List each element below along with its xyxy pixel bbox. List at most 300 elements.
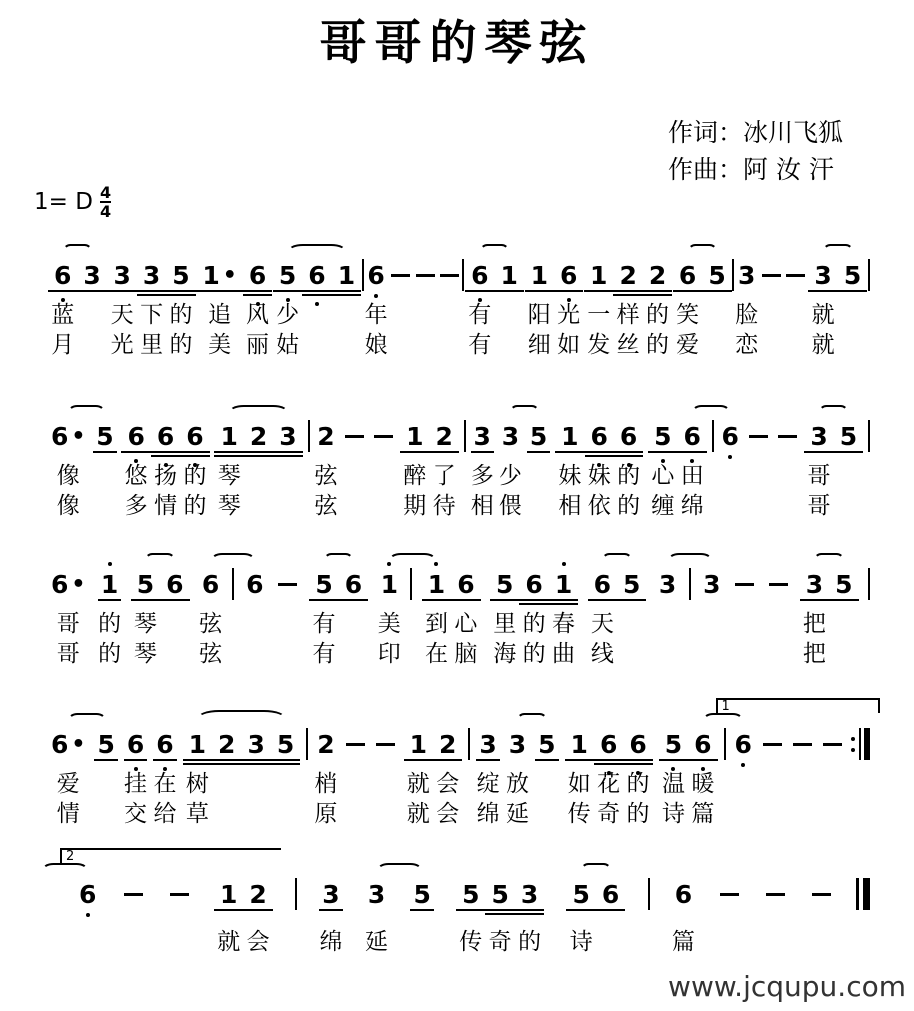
dash-line <box>812 893 831 896</box>
beam-line <box>490 599 519 601</box>
lyric-syllable: 篇 <box>671 929 695 955</box>
note <box>98 570 121 598</box>
note <box>700 570 723 598</box>
beam-line <box>565 759 594 761</box>
lyric-syllable: 像 <box>56 493 80 519</box>
low-octave-dot <box>86 913 90 917</box>
note <box>180 422 209 450</box>
lyric-syllable: 就 <box>811 302 835 328</box>
dash-line <box>440 274 459 277</box>
beam-group <box>800 570 859 598</box>
note <box>648 422 677 450</box>
note-digit: 3 <box>658 569 677 599</box>
beam-group <box>659 730 718 758</box>
note-digit: 3 <box>322 879 340 909</box>
dash-line <box>766 893 785 896</box>
note-digit: 6 <box>734 729 752 759</box>
lyric-syllable: 琴 <box>133 611 157 637</box>
note <box>430 422 459 450</box>
slur-tie <box>703 713 743 727</box>
beam-line <box>212 759 241 761</box>
note-digit: 5 <box>413 879 431 909</box>
lyrics-row <box>48 765 870 795</box>
note-digit: 6 <box>156 729 174 759</box>
beam-line <box>678 451 707 453</box>
lyric-syllable: 细 <box>527 332 551 358</box>
note <box>404 730 433 758</box>
note-digit: 1 <box>202 260 220 290</box>
note-digit: 1 <box>500 260 518 290</box>
note <box>77 261 106 289</box>
note-digit: 3 <box>83 260 101 290</box>
note-digit: 6 <box>246 569 264 599</box>
note-digit: 6 <box>559 260 578 290</box>
lyric-syllable: 醉 <box>403 463 427 489</box>
beam-line <box>180 451 209 453</box>
duration-dash <box>122 880 146 908</box>
dash-line <box>769 583 788 586</box>
lyric-syllable: 如 <box>567 771 591 797</box>
lyric-syllable: 绵 <box>319 929 343 955</box>
lyric-syllable: 会 <box>436 771 460 797</box>
beam-line <box>48 290 77 292</box>
lyrics-row <box>48 487 870 517</box>
beam-line <box>525 290 554 292</box>
lyric-syllable: 丝 <box>616 332 640 358</box>
note <box>838 261 867 289</box>
lyric-syllable: 延 <box>365 929 389 955</box>
slur-tie <box>68 405 105 419</box>
note <box>302 261 331 289</box>
beam-group <box>107 261 195 289</box>
lyric-syllable: 原 <box>314 801 338 827</box>
note-digit: 5 <box>835 569 853 599</box>
beam-line <box>617 599 646 601</box>
beam-group <box>525 261 584 289</box>
beam-line <box>648 451 677 453</box>
note <box>48 422 88 450</box>
beam-line <box>339 599 368 601</box>
note-digit: 5 <box>664 729 683 759</box>
duration-dash <box>784 261 808 289</box>
note-digit: 2 <box>438 729 457 759</box>
beam-line <box>485 909 514 911</box>
beam-line <box>243 290 272 292</box>
lyric-syllable: 放 <box>505 771 529 797</box>
duration-dash <box>747 422 771 450</box>
note <box>76 880 99 908</box>
lyric-syllable: 下 <box>140 302 164 328</box>
score-line <box>48 421 870 519</box>
note <box>243 880 272 908</box>
dash-line <box>346 743 365 746</box>
lyric-syllable: 把 <box>802 641 826 667</box>
beam-line <box>302 290 331 292</box>
note-digit: 6 <box>166 569 184 599</box>
beam-line <box>107 290 136 292</box>
note <box>565 730 594 758</box>
beam-group <box>808 261 867 289</box>
lyric-syllable: 脸 <box>735 302 759 328</box>
thick-bar <box>864 728 870 760</box>
beam-line <box>555 451 584 453</box>
lyric-syllable: 奇 <box>597 801 621 827</box>
note-digit: 1 <box>188 729 207 759</box>
beam-group <box>565 730 653 758</box>
beam-group <box>404 730 463 758</box>
duration-dash <box>717 880 741 908</box>
lyric-syllable: 田 <box>680 463 704 489</box>
lyric-syllable: 追 <box>208 302 232 328</box>
note-digit: 6 <box>201 569 220 599</box>
lyric-syllable: 延 <box>505 801 529 827</box>
beam-line <box>243 909 272 911</box>
beam-line <box>244 451 273 453</box>
note-digit: 2 <box>435 421 453 451</box>
note <box>199 570 222 598</box>
lyric-syllable: 哥 <box>56 641 80 667</box>
beam-line <box>596 909 625 911</box>
note <box>804 422 833 450</box>
augmentation-dot: • <box>222 262 237 288</box>
lyric-syllable: 有 <box>468 332 492 358</box>
lyric-syllable: 绽 <box>476 771 500 797</box>
high-octave-dot <box>562 562 566 566</box>
beam-group <box>214 422 302 450</box>
beam-line <box>183 759 212 761</box>
dash-line <box>735 583 754 586</box>
barline <box>308 420 310 452</box>
note <box>585 422 614 450</box>
lyric-syllable: 美 <box>208 332 232 358</box>
beam-line <box>214 451 243 453</box>
note <box>519 570 548 598</box>
beam-line <box>153 759 176 761</box>
lyric-syllable: 相 <box>558 493 582 519</box>
beam-group <box>648 422 707 450</box>
duration-dash <box>413 261 437 289</box>
slur-tie <box>145 553 174 567</box>
dash-line <box>374 435 393 438</box>
note-digit: 3 <box>473 421 491 451</box>
note <box>314 730 337 758</box>
beam-group <box>48 261 107 289</box>
lyric-syllable: 如 <box>557 332 581 358</box>
lyric-syllable: 妹 <box>558 463 582 489</box>
note <box>137 261 166 289</box>
barline <box>468 728 470 760</box>
beam-line <box>430 451 459 453</box>
note <box>48 570 88 598</box>
lyric-syllable: 的 <box>518 929 542 955</box>
lyric-syllable: 海 <box>493 641 517 667</box>
lyrics-row <box>48 635 870 665</box>
duration-dash <box>766 570 790 598</box>
note-digit: 5 <box>496 569 514 599</box>
note-digit: 6 <box>367 260 385 290</box>
dash-line <box>763 743 782 746</box>
note-digit: 5 <box>136 569 155 599</box>
duration-dash <box>374 730 398 758</box>
note <box>365 880 388 908</box>
note-digit: 5 <box>462 879 480 909</box>
beam-group <box>673 261 732 289</box>
beam-group <box>456 880 544 908</box>
lyric-syllable: 的 <box>522 611 546 637</box>
beam-line <box>404 759 433 761</box>
note <box>214 880 243 908</box>
augmentation-dot: • <box>71 423 86 449</box>
note <box>617 570 646 598</box>
lyric-syllable: 哥 <box>807 493 831 519</box>
beam-group <box>588 570 647 598</box>
note <box>160 570 189 598</box>
beam-line <box>549 599 578 601</box>
beam-line <box>834 451 863 453</box>
lyric-syllable: 一 <box>587 302 611 328</box>
note-digit: 5 <box>708 260 726 290</box>
lyric-syllable: 在 <box>424 641 448 667</box>
credits <box>668 114 843 188</box>
note <box>151 422 180 450</box>
note-digit: 6 <box>51 569 69 599</box>
note <box>319 880 342 908</box>
lyric-syllable: 脑 <box>454 641 478 667</box>
dash-line <box>416 274 435 277</box>
note <box>273 422 302 450</box>
repeat-dot <box>851 748 855 752</box>
note-digit: 6 <box>683 421 701 451</box>
note <box>107 261 136 289</box>
beam-line <box>332 290 361 292</box>
note <box>735 261 758 289</box>
beam-line <box>495 290 524 292</box>
note-digit: 5 <box>278 260 297 290</box>
beam-line <box>566 909 595 911</box>
beam-group <box>465 261 524 289</box>
beam-line <box>535 759 558 761</box>
lyric-syllable: 传 <box>567 801 591 827</box>
note-digit: 3 <box>279 421 297 451</box>
lyric-syllable: 情 <box>154 493 178 519</box>
beam-line <box>131 599 160 601</box>
watermark-url: www.jcqupu.com <box>668 970 906 1003</box>
note <box>584 261 613 289</box>
beam-line <box>319 909 342 911</box>
note-digit: 6 <box>457 569 475 599</box>
lyric-syllable: 哥 <box>807 463 831 489</box>
barline <box>464 420 466 452</box>
lyric-syllable: 的 <box>626 771 650 797</box>
beam-line <box>273 290 302 292</box>
dash-line <box>749 435 768 438</box>
note-digit: 1 <box>590 260 608 290</box>
note <box>48 261 77 289</box>
note-row <box>48 260 870 290</box>
beam-line <box>829 599 858 601</box>
note <box>495 261 524 289</box>
slur-tie <box>814 553 843 567</box>
beam-line <box>121 451 150 453</box>
lyric-syllable: 丽 <box>246 332 270 358</box>
slur-tie <box>480 244 509 258</box>
duration-dash <box>438 261 462 289</box>
lyric-syllable: 年 <box>364 302 388 328</box>
lyric-syllable: 琴 <box>217 463 241 489</box>
lyric-syllable: 姑 <box>276 332 300 358</box>
beam-group <box>555 422 643 450</box>
barline <box>868 568 870 600</box>
lyric-syllable: 情 <box>56 801 80 827</box>
note-digit: 3 <box>805 569 824 599</box>
note <box>433 730 462 758</box>
note-digit: 3 <box>142 260 161 290</box>
note-digit: 1 <box>220 421 238 451</box>
lyric-syllable: 了 <box>432 463 456 489</box>
dash-line <box>345 435 364 438</box>
beam-line <box>410 909 433 911</box>
note-digit: 6 <box>593 569 612 599</box>
note-digit: 6 <box>54 260 72 290</box>
beam-line <box>241 759 270 761</box>
lyric-syllable: 曲 <box>552 641 576 667</box>
thin-bar <box>859 728 861 760</box>
duration-dash <box>791 730 815 758</box>
slur-tie <box>823 244 852 258</box>
beam-group <box>309 570 368 598</box>
slur-tie <box>68 713 106 727</box>
note <box>131 570 160 598</box>
repeat-dot <box>851 737 855 741</box>
beam-group <box>121 422 209 450</box>
beam-line <box>800 599 829 601</box>
note-digit: 5 <box>315 569 333 599</box>
lyric-syllable: 就 <box>406 771 430 797</box>
beam-line <box>271 759 300 761</box>
note <box>490 570 519 598</box>
note <box>364 261 387 289</box>
note <box>623 730 652 758</box>
note <box>485 880 514 908</box>
note-digit: 3 <box>703 569 721 599</box>
lyric-syllable: 少 <box>498 463 522 489</box>
note <box>456 880 485 908</box>
lyric-syllable: 琴 <box>217 493 241 519</box>
note-digit: 2 <box>317 421 335 451</box>
lyric-syllable: 温 <box>661 771 685 797</box>
lyric-syllable: 里 <box>493 611 517 637</box>
lyric-syllable: 待 <box>432 493 456 519</box>
note <box>515 880 544 908</box>
barline <box>232 568 234 600</box>
lyric-syllable: 悠 <box>124 463 148 489</box>
lyric-syllable: 天 <box>590 611 614 637</box>
augmentation-dot: • <box>71 731 86 757</box>
lyric-syllable: 扬 <box>154 463 178 489</box>
lyric-syllable: 有 <box>312 641 336 667</box>
lyric-syllable: 心 <box>454 611 478 637</box>
note-digit: 6 <box>590 421 608 451</box>
lyric-syllable: 会 <box>436 801 460 827</box>
lyric-syllable: 天 <box>110 302 134 328</box>
volta-bracket <box>716 698 880 713</box>
beam-line <box>400 451 429 453</box>
lyric-syllable: 把 <box>802 611 826 637</box>
dash-line <box>170 893 189 896</box>
lyric-syllable: 恋 <box>735 332 759 358</box>
note <box>271 730 300 758</box>
note <box>124 730 147 758</box>
note <box>400 422 429 450</box>
note-digit: 5 <box>654 421 672 451</box>
beam-line <box>808 290 837 292</box>
lyric-syllable: 的 <box>98 641 122 667</box>
lyric-syllable: 发 <box>587 332 611 358</box>
beam-line <box>166 290 195 292</box>
note <box>732 730 755 758</box>
lyric-syllable: 期 <box>403 493 427 519</box>
duration-dash <box>388 261 412 289</box>
repeat-end-barline <box>851 728 870 760</box>
beam-line <box>585 451 614 453</box>
thin-bar <box>856 878 859 910</box>
note-digit: 2 <box>648 260 667 290</box>
beam-line <box>515 913 544 915</box>
lyric-syllable: 依 <box>587 493 611 519</box>
time-signature-bottom: 4 <box>99 202 112 221</box>
note-digit: 3 <box>479 729 497 759</box>
beam-line <box>594 759 623 761</box>
note-digit: 1 <box>530 260 548 290</box>
note <box>643 261 672 289</box>
score-line <box>48 699 870 827</box>
lyric-syllable: 娘 <box>364 332 388 358</box>
lyric-syllable: 诗 <box>661 801 685 827</box>
beam-line <box>527 451 550 453</box>
barline <box>712 420 714 452</box>
note-row <box>66 849 870 909</box>
beam-line <box>519 599 548 601</box>
beam-line <box>838 290 867 292</box>
beam-group <box>131 570 190 598</box>
song-title: 哥哥的琴弦 <box>319 16 595 71</box>
score-line <box>66 849 870 955</box>
note <box>153 730 176 758</box>
lyric-syllable: 样 <box>616 302 640 328</box>
thick-bar <box>863 878 870 910</box>
time-signature-top: 4 <box>99 183 112 202</box>
lyrics-row <box>76 923 870 953</box>
beam-line <box>465 290 494 292</box>
note <box>555 422 584 450</box>
lyrics-row <box>48 605 870 635</box>
lyric-syllable: 风 <box>246 302 270 328</box>
lyric-syllable: 琴 <box>133 641 157 667</box>
note <box>451 570 480 598</box>
note <box>309 570 338 598</box>
lyric-syllable: 传 <box>459 929 483 955</box>
note-digit: 1 <box>220 879 238 909</box>
note-digit: 1 <box>409 729 427 759</box>
duration-dash <box>759 261 783 289</box>
slur-tie <box>324 553 353 567</box>
lyric-syllable: 诗 <box>569 929 593 955</box>
beam-line <box>554 290 583 292</box>
note <box>834 422 863 450</box>
barline <box>295 878 297 910</box>
beam-line <box>471 451 494 453</box>
slur-tie <box>288 244 347 258</box>
